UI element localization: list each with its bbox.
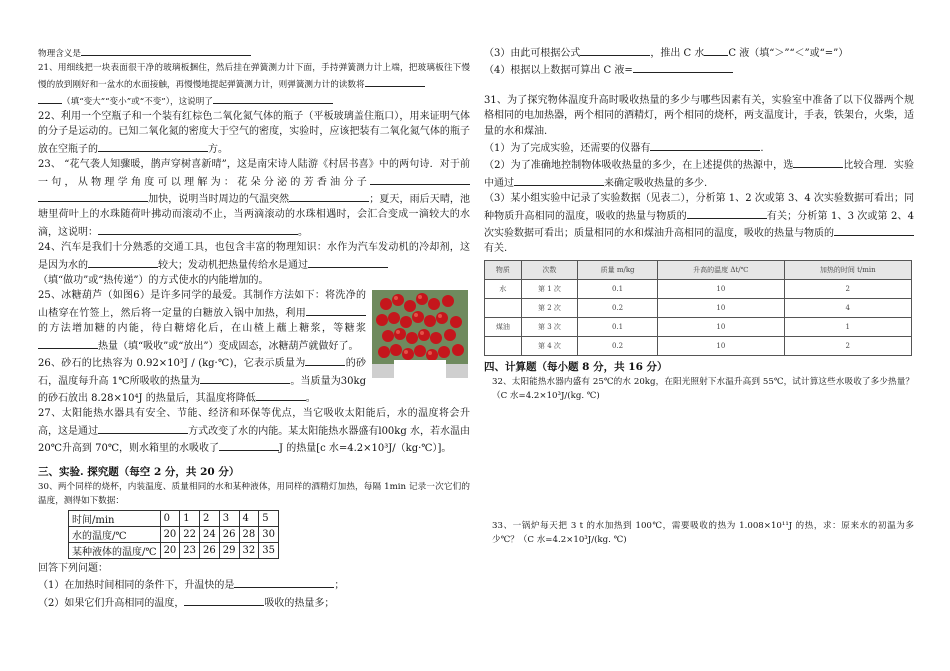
table-cell: 0.1 (578, 279, 658, 298)
table-cell (485, 298, 522, 317)
table-cell: 煤油 (485, 317, 522, 336)
table-cell: 35 (259, 542, 279, 558)
table-row (69, 526, 279, 542)
table-cell: 水 (485, 279, 522, 298)
table-cell: 2 (784, 279, 911, 298)
table-cell: 10 (658, 279, 784, 298)
table-cell: 质量 m/kg (578, 260, 658, 279)
table-cell: 加热的时间 t/min (784, 260, 911, 279)
table-cell: 时间/min (69, 510, 161, 526)
table-header-row (485, 260, 912, 279)
table-cell: 某种液体的温度/℃ (69, 542, 161, 558)
table-experiment-data (484, 260, 912, 356)
table-cell: 0 (160, 510, 180, 526)
table-cell: 次数 (521, 260, 577, 279)
table-cell: 26 (200, 542, 220, 558)
table-cell: 28 (239, 526, 259, 542)
question-21: 21、用细线把一块表面很干净的玻璃板捆住，然后挂在弹簧测力计下面，手持弹簧测力计上端，把玻璃板往下慢慢的放到刚好和一盆水的水面接触，再慢慢地提起弹簧测力计，则弹簧测力计的读数将 （填“变大”“变小”或“不变”），这说明了 (38, 63, 470, 107)
table-cell: 第 2 次 (521, 298, 577, 317)
answer-intro: 回答下列问题： (38, 562, 108, 574)
table-cell: 4 (239, 510, 259, 526)
question-30-1: （1）在加热时间相同的条件下，升温快的是 ； (38, 576, 470, 593)
table-cell: 29 (219, 542, 239, 558)
table-row (485, 336, 912, 355)
question-31-2: （2）为了准确地控制物体吸收热量的多少，在上述提供的热源中，选 比较合理．实验中通过 来确定吸收热量的多少. (484, 156, 914, 191)
table-row (69, 542, 279, 558)
question-33: 33、一锅炉每天把 3 t 的水加热到 100℃，需要吸收的热为 1.008×10¹¹J 的热，求：原来水的初温为多少℃？（C 水=4.2×10³J/(kg. ℃) (492, 521, 914, 546)
question-27: 27、太阳能热水器具有安全、节能、经济和环保等优点，当它吸收太阳能后，水的温度将会升高，这是通过 方式改变了水的内能。某太阳能热水器盛有l00kg 水，若水温由 20℃升高到 70℃，则水箱里的水吸收了 J 的热量[c 水=4.2×10³J/（kg·℃）]。 (38, 408, 471, 455)
question-23: 23、 “花气袭人知骤暖，鹊声穿树喜新晴”，这是南宋诗人陆游《村居书喜》中的两句诗．对于前一句，从物理学角度可以理解为：花朵分泌的芳香油分子加快，说明当时周边的气温突然 ；夏天，雨后天晴，池塘里荷叶上的水珠随荷叶拂动而滚动不止，当两滴滚动的水珠相遇时，会汇合变成一滴较大的水滴，这说明： 。 (38, 159, 470, 238)
table-cell: 物质 (485, 260, 522, 279)
table-cell: 10 (658, 317, 784, 336)
table-cell: 1 (784, 317, 911, 336)
table-cell: 22 (180, 526, 200, 542)
question-30-4: （4）根据以上数据可算出 C 液= (484, 61, 914, 78)
table-cell: 30 (259, 526, 279, 542)
table-cell: 20 (160, 542, 180, 558)
section-4-heading: 四、计算题（每小题 8 分，共 16 分） (484, 360, 668, 373)
table-cell: 第 1 次 (521, 279, 577, 298)
table-cell (485, 336, 522, 355)
question-32: 32、太阳能热水器内盛有 25℃的水 20kg，在阳光照射下水温升高到 55℃，试计算这些水吸收了多少热量？（C 水=4.2×10³J/(kg. ℃) (492, 377, 914, 402)
question-30: 30、两个同样的烧杯，内装温度、质量相同的水和某种液体，用同样的酒精灯加热，每隔 1min 记录一次它们的温度，测得如下数据： (38, 481, 470, 506)
table-cell: 第 3 次 (521, 317, 577, 336)
question-22: 22、利用一个空瓶子和一个装有红棕色二氧化氮气体的瓶子（平板玻璃盖住瓶口），用来证明气体的分子是运动的。已知二氧化氮的密度大于空气的密度，实验时，应该把装有二氧化氮气体的瓶子放在空瓶子的 方。 (38, 111, 470, 155)
table-row (485, 279, 912, 298)
table-cell: 32 (239, 542, 259, 558)
right-column (484, 44, 914, 547)
table-cell: 2 (784, 336, 911, 355)
table-cell: 24 (200, 526, 220, 542)
table-cell: 第 4 次 (521, 336, 577, 355)
question-25: 25、冰糖葫芦（如图6）是许多同学的最爱。其制作方法如下：将洗净的山楂穿在竹签上，然后将一定量的白糖放入锅中加热，利用的方法增加糖的内能，待白糖熔化后，在山楂上蘸上糖浆，等糖浆热量（填“吸收”或“放出”）变成固态，冰糖葫芦就做好了。 (38, 290, 366, 352)
question-26: 26、砂石的比热容为 0.92×10³J / (kg·℃)，它表示质量为 的砂石，温度每升高 1℃所吸收的热量为 。当质量为30kg 的砂石放出 8.28×10⁴J 的热量后，其温度将降低 。 (38, 354, 470, 406)
table-temperature (68, 510, 279, 559)
question-24: 24、汽车是我们十分熟悉的交通工具，也包含丰富的物理知识：水作为汽车发动机的冷却剂，这是因为水的 较大；发动机把热量传给水是通过 （填“做功”或“热传递”）的方式使水的内能增加的。 (38, 242, 470, 287)
table-row (485, 317, 912, 336)
table-cell: 10 (658, 336, 784, 355)
table-cell: 1 (180, 510, 200, 526)
table-cell: 23 (180, 542, 200, 558)
intro-line: 物理含义是 (38, 44, 470, 61)
section-3-heading: 三、实验. 探究题（每空 2 分，共 20 分） (38, 465, 240, 478)
left-column (38, 44, 470, 611)
table-cell: 3 (219, 510, 239, 526)
table-cell: 0.2 (578, 298, 658, 317)
table-cell: 升高的温度 Δt/℃ (658, 260, 784, 279)
table-cell: 26 (219, 526, 239, 542)
table-cell: 20 (160, 526, 180, 542)
table-header-row (69, 510, 279, 526)
question-31-1: （1）为了完成实验，还需要的仪器有 . (484, 139, 914, 156)
table-cell: 0.1 (578, 317, 658, 336)
question-30-3: （3）由此可根据公式 ，推出 C 水 C 液（填“＞”“＜”或“=”） (484, 44, 914, 61)
table-cell: 4 (784, 298, 911, 317)
table-cell: 水的温度/℃ (69, 526, 161, 542)
table-cell: 2 (200, 510, 220, 526)
question-31-3: （3）某小组实验中记录了实验数据（见表二），分析第 1、2 次或第 3、4 次实验数据可看出；同种物质升高相同的温度，吸收的热量与物质的 有关；分析第 1、3 次或第 2、4 次实验数据可看出；质量相同的水和煤油升高相同的温度，吸收的热量与物质的有关. (484, 193, 914, 255)
candied-haws-figure (372, 290, 468, 378)
question-31: 31、为了探究物体温度升高时吸收热量的多少与哪些因素有关，实验室中准备了以下仪器两个规格相同的电加热器，两个相同的酒精灯，两个相同的烧杯，两支温度计，手表，铁架台，火柴，适量的水和煤油. (484, 94, 914, 137)
candied-haws-icon (372, 290, 468, 378)
table-cell: 0.2 (578, 336, 658, 355)
table-row (485, 298, 912, 317)
table-cell: 5 (259, 510, 279, 526)
table-cell: 10 (658, 298, 784, 317)
question-30-2: （2）如果它们升高相同的温度， 吸收的热量多； (38, 594, 470, 611)
